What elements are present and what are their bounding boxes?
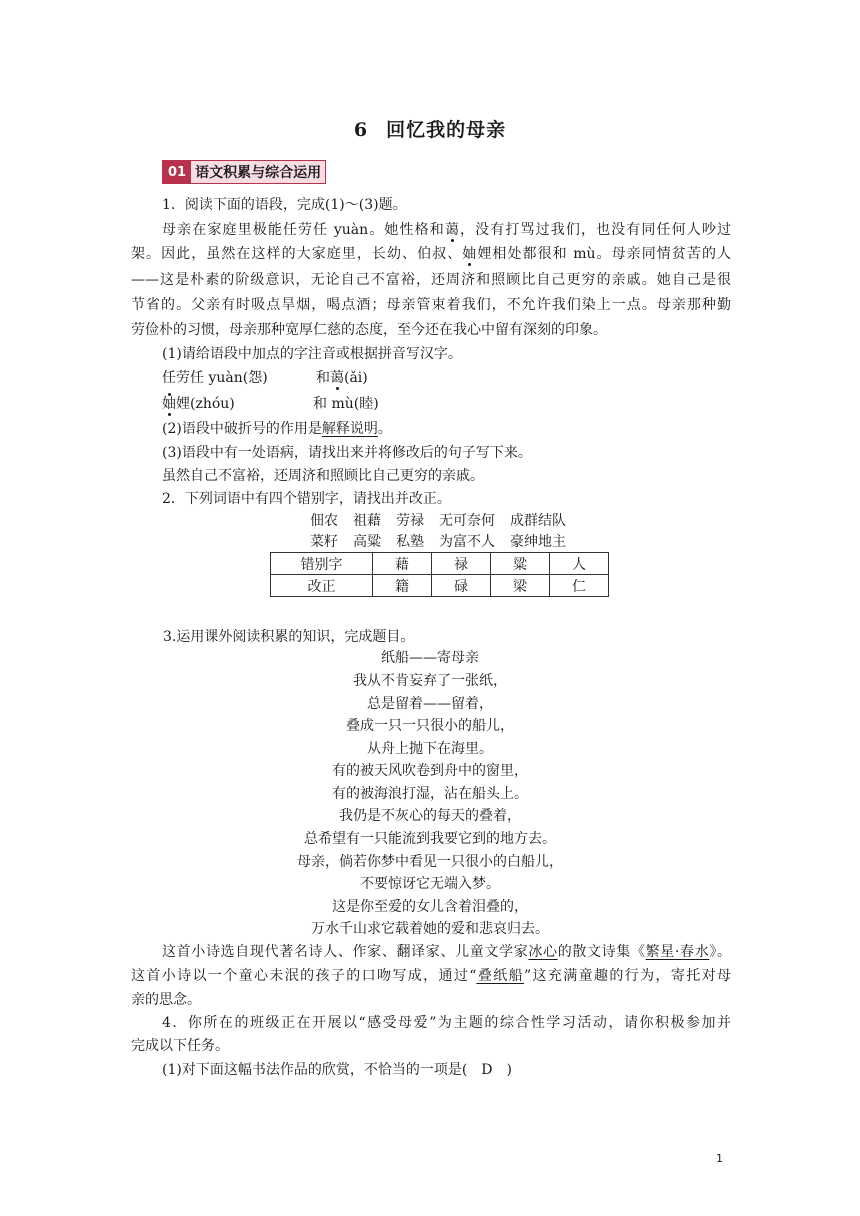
q1-sub2-answer: 解释说明	[321, 421, 378, 437]
table-cell: 禄	[432, 553, 491, 575]
q1-answer-mu: 和 mù(睦)	[313, 396, 379, 412]
q3-answer-line-2: 这首小诗以一个童心未泯的孩子的口吻写成，通过“叠纸船”这充满童趣的行为，寄托对母	[131, 968, 732, 984]
lesson-number: 6	[353, 119, 369, 141]
q4-sub1-answer: D	[481, 1062, 493, 1078]
q2-word-row-1: 佃农 祖藉 劳禄 无可奈何 成群结队	[310, 513, 566, 529]
table-header-correct: 改正	[271, 575, 373, 597]
q2-stem: 2．下列词语中有四个错别字，请找出并改正。	[162, 491, 451, 507]
q1-sub2: (2)语段中破折号的作用是解释说明。	[162, 421, 392, 437]
lesson-title: 回忆我的母亲	[386, 119, 507, 141]
q4-stem-line-1: 4．你所在的班级正在开展以“感受母爱”为主题的综合性学习活动，请你积极参加并	[162, 1015, 731, 1031]
table-cell: 仁	[550, 575, 609, 597]
correction-table	[270, 552, 609, 597]
q1-stem: 1．阅读下面的语段，完成(1)～(3)题。	[162, 197, 407, 213]
poem-line: 总是留着——留着，	[367, 696, 493, 712]
q3-answer-line-3: 亲的思念。	[131, 992, 201, 1008]
poem-line: 有的被天风吹卷到舟中的窗里，	[332, 763, 528, 779]
poem-line: 母亲，倘若你梦中看见一只很小的白船儿，	[297, 854, 563, 870]
table-cell: 碌	[432, 575, 491, 597]
table-row	[271, 575, 609, 597]
poem-line: 我仍是不灰心的每天的叠着，	[339, 808, 521, 824]
poem-title: 纸船——寄母亲	[381, 650, 479, 666]
q3-stem: 3.运用课外阅读积累的知识，完成题目。	[163, 629, 415, 645]
q3-answer-line-1: 这首小诗选自现代著名诗人、作家、翻译家、儿童文学家冰心的散文诗集《繁星·春水》。	[162, 944, 732, 960]
section-number: 01	[163, 161, 191, 183]
poem-line: 总希望有一只能流到我要它到的地方去。	[304, 831, 556, 847]
q4-stem-line-2: 完成以下任务。	[131, 1038, 229, 1054]
page-number: 1	[716, 1152, 723, 1165]
page-title	[0, 115, 860, 142]
poem-line: 不要惊讶它无端入梦。	[360, 876, 500, 892]
q1-sub3-answer: 虽然自己不富裕，还周济和照顾比自己更穷的亲戚。	[162, 468, 484, 484]
table-cell: 籍	[373, 575, 432, 597]
q1-passage-line-5: 劳俭朴的习惯，母亲那种宽厚仁慈的态度，至今还在我心中留有深刻的印象。	[131, 322, 607, 338]
q3-answer-author: 冰心	[528, 944, 558, 960]
q1-passage-line-1: 母亲在家庭里极能任劳任 yuàn。她性格和蔼，没有打骂过我们，也没有同任何人吵过	[162, 222, 732, 238]
poem-line: 我从不肯妄弃了一张纸，	[353, 673, 507, 689]
q1-sub1: (1)请给语段中加点的字注音或根据拼音写汉字。	[162, 346, 462, 362]
q1-passage-line-3: ——这是朴素的阶级意识，无论自己不富裕，还周济和照顾比自己更穷的亲戚。她自己是很	[131, 272, 731, 288]
table-cell: 梁	[491, 575, 550, 597]
q1-answer-ai: 和蔼(ǎi)	[316, 370, 368, 386]
table-row	[271, 553, 609, 575]
poem-line: 叠成一只一只很小的船儿，	[346, 718, 514, 734]
q3-answer-action: 叠纸船	[476, 968, 524, 984]
q1-answer-yuan: 任劳任 yuàn(怨)	[162, 370, 268, 386]
table-cell: 人	[550, 553, 609, 575]
table-cell: 粱	[491, 553, 550, 575]
table-cell: 藉	[373, 553, 432, 575]
q4-sub1: (1)对下面这幅书法作品的欣赏，不恰当的一项是( D )	[162, 1062, 512, 1078]
table-header-wrong: 错别字	[271, 553, 373, 575]
q2-word-row-2: 菜籽 高粱 私塾 为富不人 豪绅地主	[310, 534, 566, 550]
q1-passage-line-4: 节省的。父亲有时吸点旱烟，喝点酒；母亲管束着我们，不允许我们染上一点。母亲那种勤	[131, 297, 731, 313]
poem-line: 有的被海浪打湿，沾在船头上。	[332, 786, 528, 802]
q1-passage-line-2: 架。因此，虽然在这样的大家庭里，长幼、伯叔、妯娌相处都很和 mù。母亲同情贫苦的人	[131, 246, 732, 262]
section-label: 语文积累与综合运用	[191, 161, 325, 183]
section-badge	[162, 160, 326, 184]
q3-answer-collection: 繁星·春水	[645, 944, 710, 960]
poem-line: 万水千山求它载着她的爱和悲哀归去。	[311, 921, 549, 937]
poem-line: 从舟上抛下在海里。	[367, 741, 493, 757]
q1-sub3: (3)语段中有一处语病，请找出来并将修改后的句子写下来。	[162, 445, 532, 461]
poem-line: 这是你至爱的女儿含着泪叠的，	[332, 899, 528, 915]
q1-answer-zhou: 妯娌(zhóu)	[162, 396, 235, 412]
